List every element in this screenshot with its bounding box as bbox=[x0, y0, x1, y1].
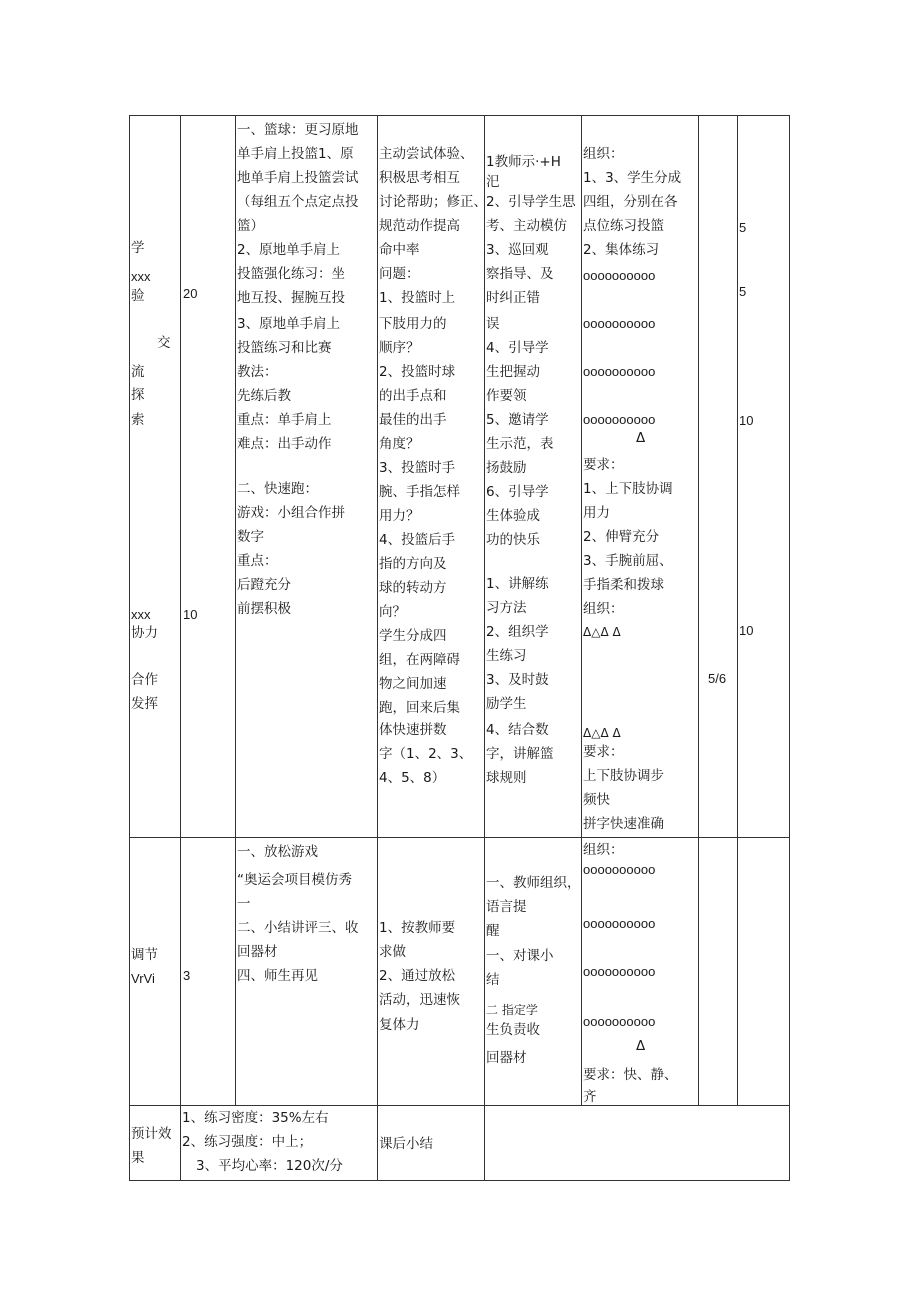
student-line: 2、投篮时球 bbox=[379, 364, 456, 380]
time-value: 3 bbox=[183, 968, 191, 983]
student-line: 最佳的出手 bbox=[379, 412, 447, 428]
student-line: 下肢用力的 bbox=[379, 316, 447, 332]
teacher-line: 二 指定学 bbox=[486, 1003, 538, 1017]
student-line: 角度？ bbox=[379, 436, 420, 452]
organize-line: 2、伸臂充分 bbox=[583, 529, 660, 545]
student-cell-cooldown-3 bbox=[379, 1013, 420, 1037]
organize-cell-cooldown bbox=[583, 840, 655, 880]
teacher-cell-cooldown bbox=[486, 871, 581, 943]
teacher-line: 扬鼓励 bbox=[486, 460, 527, 476]
student-line: 物之间加速 bbox=[379, 676, 447, 692]
content-line: 前摆积极 bbox=[237, 601, 291, 617]
row-divider-1 bbox=[129, 837, 790, 838]
teacher-line: 字，讲解篮 bbox=[486, 746, 554, 762]
formation-dots: oooooooooo bbox=[583, 268, 656, 283]
minutes-1 bbox=[739, 216, 746, 240]
col-line-4 bbox=[484, 115, 485, 1181]
effect-values bbox=[182, 1106, 343, 1178]
teacher-line: 生负责收 bbox=[486, 1022, 540, 1038]
organize-line: 3、手腕前屈、 bbox=[583, 553, 673, 569]
minutes-2 bbox=[739, 280, 746, 304]
organize-line: 手指柔和拨球 bbox=[583, 577, 664, 593]
teacher-line: 2、组织学 bbox=[486, 624, 549, 640]
organize-line: 齐 bbox=[583, 1089, 597, 1105]
student-line: 讨论帮助；修正、 bbox=[379, 194, 487, 210]
teacher-line: 1教师示·+H bbox=[486, 154, 561, 170]
content-cell-run bbox=[237, 477, 345, 621]
student-line: 指的方向及 bbox=[379, 556, 447, 572]
organize-line: 四组，分别在各 bbox=[583, 194, 678, 210]
teacher-cell-cooldown-4 bbox=[486, 1046, 527, 1070]
organize-line: 用力 bbox=[583, 505, 610, 521]
student-line: 2、通过放松 bbox=[379, 968, 456, 984]
organize-line: 频快 bbox=[583, 792, 610, 808]
stage-cell-basic-2 bbox=[131, 284, 145, 308]
col-line-8 bbox=[789, 115, 790, 1181]
minutes-value: 5 bbox=[739, 220, 747, 235]
formation-row bbox=[583, 312, 655, 336]
stage-cell-cooldown bbox=[131, 943, 158, 967]
col-line-7 bbox=[737, 115, 738, 1106]
formation-triangles: Δ△Δ Δ bbox=[583, 625, 621, 639]
formation-row bbox=[583, 912, 655, 936]
formation-row bbox=[583, 360, 655, 384]
formation-dots: oooooooooo bbox=[583, 364, 656, 379]
content-line: 后蹬充分 bbox=[237, 577, 291, 593]
organize-line: 组织： bbox=[583, 842, 624, 858]
student-line: 命中率 bbox=[379, 242, 420, 258]
student-line: 组，在两障碍 bbox=[379, 652, 460, 668]
student-line: 问题： bbox=[379, 266, 420, 282]
content-line: 二、小结讲评三、收 bbox=[237, 920, 359, 936]
organize-cell-cooldown-req bbox=[583, 1064, 678, 1108]
student-line: 跑，回来后集 bbox=[379, 700, 460, 716]
stage-cell-cooldown-2 bbox=[131, 967, 155, 991]
organize-line: 组织： bbox=[583, 146, 624, 162]
teacher-line: 4、引导学 bbox=[486, 340, 549, 356]
time-value: 10 bbox=[183, 607, 198, 622]
student-cell-cooldown-2 bbox=[379, 964, 460, 1012]
stage-cell-basic-5 bbox=[131, 383, 145, 407]
content-line: 一 bbox=[237, 896, 251, 912]
teacher-line: 生示范，表 bbox=[486, 436, 554, 452]
stage-text: 协力 bbox=[131, 625, 158, 641]
teacher-line: 一、教师组织， bbox=[486, 875, 581, 891]
content-line: 3、原地单手肩上 bbox=[237, 316, 341, 332]
col-line-0 bbox=[129, 115, 130, 1181]
organize-cell-requirements bbox=[583, 453, 673, 621]
formation-triangles: Δ△Δ Δ bbox=[583, 726, 621, 740]
summary-label bbox=[379, 1132, 433, 1156]
content-line: 难点：出手动作 bbox=[237, 436, 332, 452]
content-cell-strengthen bbox=[237, 262, 345, 310]
teacher-line: 汜 bbox=[486, 174, 500, 190]
stage-text: xxx bbox=[131, 607, 151, 622]
time-cell-basic bbox=[183, 282, 197, 306]
teacher-line: 醒 bbox=[486, 923, 500, 939]
content-cell-cooldown bbox=[237, 840, 318, 864]
stage-cell-run-2 bbox=[131, 668, 158, 692]
stage-text: VrVi bbox=[131, 971, 155, 986]
stage-text: 索 bbox=[131, 412, 145, 428]
minutes-3 bbox=[739, 409, 753, 433]
content-line: （每组五个点定点投 bbox=[237, 194, 359, 210]
run-formation-top bbox=[583, 620, 621, 644]
stage-text: 流 bbox=[131, 364, 145, 380]
student-line: 复体力 bbox=[379, 1017, 420, 1033]
minutes-value: 10 bbox=[739, 413, 754, 428]
student-cell-5 bbox=[379, 600, 460, 720]
content-line: 地互投、握腕互投 bbox=[237, 290, 345, 306]
teacher-cell-7 bbox=[486, 718, 554, 790]
teacher-line: 生练习 bbox=[486, 648, 527, 664]
stage-cell-basic-6 bbox=[131, 408, 145, 432]
formation-dots: oooooooooo bbox=[583, 1014, 656, 1029]
triangle-icon: Δ bbox=[636, 1038, 646, 1054]
content-line: 篮） bbox=[237, 218, 264, 234]
organize-line: 组织： bbox=[583, 601, 624, 617]
effect-line: 1、练习密度：35%左右 bbox=[182, 1110, 329, 1126]
stage-text: 探 bbox=[131, 387, 145, 403]
col-line-3 bbox=[377, 115, 378, 1181]
stage-text: xxx bbox=[131, 269, 151, 284]
col-line-1 bbox=[180, 115, 181, 1181]
stage-text: 合作 bbox=[131, 672, 158, 688]
content-line: 四、师生再见 bbox=[237, 968, 318, 984]
teacher-line: 6、引导学 bbox=[486, 484, 549, 500]
teacher-line: 1、讲解练 bbox=[486, 576, 549, 592]
content-line: 投篮练习和比赛 bbox=[237, 340, 332, 356]
effect-label-line: 果 bbox=[131, 1150, 145, 1166]
time-cell-cooldown bbox=[183, 964, 190, 988]
effect-line: 2、练习强度：中上； bbox=[182, 1134, 313, 1150]
student-line: 求做 bbox=[379, 944, 406, 960]
student-line: 学生分成四 bbox=[379, 628, 447, 644]
student-line: 规范动作提高 bbox=[379, 218, 460, 234]
teacher-line: 时纠正错 bbox=[486, 290, 540, 306]
content-cell-keypoints bbox=[237, 408, 332, 456]
minutes-4 bbox=[739, 619, 753, 643]
student-line: 1、按教师要 bbox=[379, 920, 456, 936]
student-cell-cooldown bbox=[379, 916, 455, 964]
student-line: 字（1、2、3、 bbox=[379, 746, 473, 762]
student-cell-6 bbox=[379, 718, 472, 790]
content-line: 回器材 bbox=[237, 944, 278, 960]
teacher-cell-1 bbox=[486, 152, 561, 192]
minutes-value: 5 bbox=[739, 284, 747, 299]
student-line: 球的转动方 bbox=[379, 580, 447, 596]
teacher-line: 误 bbox=[486, 316, 500, 332]
organize-line: 2、集体练习 bbox=[583, 242, 660, 258]
repeat-count bbox=[708, 667, 726, 691]
teacher-line: 5、邀请学 bbox=[486, 412, 549, 428]
effect-line: 3、平均心率：120次/分 bbox=[196, 1158, 343, 1174]
repeat-value: 5/6 bbox=[708, 671, 727, 686]
teacher-line: 功的快乐 bbox=[486, 532, 540, 548]
content-line: 二、快速跑： bbox=[237, 481, 318, 497]
content-line: 先练后教 bbox=[237, 388, 291, 404]
teacher-line: 3、巡回观 bbox=[486, 242, 549, 258]
formation-row bbox=[583, 1010, 655, 1034]
content-line: 地单手肩上投篮尝试 bbox=[237, 170, 359, 186]
teacher-line: 2、引导学生思 bbox=[486, 194, 576, 210]
teacher-line: 球规则 bbox=[486, 770, 527, 786]
student-line: 主动尝试体验、 bbox=[379, 146, 474, 162]
table-top-border bbox=[129, 115, 790, 116]
content-line: 单手肩上投篮1、原 bbox=[237, 146, 354, 162]
teacher-cell-6 bbox=[486, 572, 549, 716]
content-line: 数字 bbox=[237, 529, 264, 545]
student-cell-2 bbox=[379, 262, 455, 310]
teacher-line: 作要领 bbox=[486, 388, 527, 404]
teacher-line: 考、主动模仿 bbox=[486, 218, 567, 234]
organize-line: 1、上下肢协调 bbox=[583, 481, 673, 497]
stage-text: 交 bbox=[157, 335, 171, 351]
effect-label-line: 预计效 bbox=[131, 1126, 172, 1142]
teacher-line: 一、对课小 bbox=[486, 948, 554, 964]
teacher-line: 励学生 bbox=[486, 696, 527, 712]
content-line: 投篮强化练习：坐 bbox=[237, 266, 345, 282]
content-line: 重点： bbox=[237, 553, 278, 569]
student-line: 用力？ bbox=[379, 508, 420, 524]
stage-cell-basic-4 bbox=[131, 360, 145, 384]
teacher-position-marker bbox=[636, 1034, 645, 1058]
student-cell-3 bbox=[379, 312, 455, 408]
organize-cell-1 bbox=[583, 142, 681, 262]
formation-dots: oooooooooo bbox=[583, 916, 656, 931]
student-line: 腕、手指怎样 bbox=[379, 484, 460, 500]
content-line: 重点：单手肩上 bbox=[237, 412, 332, 428]
teacher-line: 回器材 bbox=[486, 1050, 527, 1066]
content-cell-match bbox=[237, 312, 340, 360]
stage-text: 发挥 bbox=[131, 696, 158, 712]
organize-line: 拼字快速准确 bbox=[583, 816, 664, 832]
organize-line: 上下肢协调步 bbox=[583, 768, 664, 784]
formation-dots: oooooooooo bbox=[583, 316, 656, 331]
content-cell-cooldown-3 bbox=[237, 916, 359, 988]
organize-cell-run-req bbox=[583, 740, 664, 836]
time-cell-run bbox=[183, 603, 197, 627]
formation-dots: oooooooooo bbox=[583, 964, 656, 979]
teacher-line: 生体验成 bbox=[486, 508, 540, 524]
organize-line: 要求：快、静、 bbox=[583, 1067, 678, 1083]
content-line: 游戏：小组合作拼 bbox=[237, 505, 345, 521]
content-cell-method bbox=[237, 360, 291, 408]
student-line: 4、投篮后手 bbox=[379, 532, 456, 548]
organize-line: 点位练习投篮 bbox=[583, 218, 664, 234]
time-value: 20 bbox=[183, 286, 198, 301]
student-line: 4、5、8） bbox=[379, 770, 446, 786]
formation-dots: oooooooooo bbox=[583, 862, 656, 877]
student-line: 向？ bbox=[379, 604, 406, 620]
col-line-6 bbox=[698, 115, 699, 1106]
stage-cell-basic bbox=[131, 236, 145, 260]
student-line: 1、投篮时上 bbox=[379, 290, 456, 306]
col-line-2 bbox=[235, 115, 236, 1106]
teacher-cell-5 bbox=[486, 408, 554, 552]
student-line: 的出手点和 bbox=[379, 388, 447, 404]
content-line: “奥运会项目模仿秀 bbox=[237, 872, 352, 888]
content-cell-cooldown-2 bbox=[237, 868, 352, 916]
teacher-position-marker bbox=[636, 426, 645, 450]
student-line: 顺序？ bbox=[379, 340, 420, 356]
student-cell-1 bbox=[379, 142, 487, 262]
student-line: 积极思考相互 bbox=[379, 170, 460, 186]
content-cell-main bbox=[237, 118, 359, 262]
student-line: 体快速拼数 bbox=[379, 722, 447, 738]
teacher-line: 结 bbox=[486, 972, 500, 988]
minutes-value: 10 bbox=[739, 623, 754, 638]
teacher-line: 3、及时鼓 bbox=[486, 672, 549, 688]
formation-row bbox=[583, 960, 655, 984]
student-line: 3、投篮时手 bbox=[379, 460, 456, 476]
formation-row bbox=[583, 264, 655, 288]
content-line: 教法： bbox=[237, 364, 278, 380]
teacher-cell-cooldown-2 bbox=[486, 944, 554, 992]
stage-cell-run-1 bbox=[131, 621, 158, 645]
organize-line: 1、3、学生分成 bbox=[583, 170, 682, 186]
organize-line: 要求： bbox=[583, 457, 624, 473]
teacher-line: 语言提 bbox=[486, 899, 527, 915]
col-line-5 bbox=[581, 115, 582, 1106]
teacher-line: 察指导、及 bbox=[486, 266, 554, 282]
formation-dots: oooooooooo bbox=[583, 412, 656, 427]
teacher-cell-2 bbox=[486, 190, 576, 262]
teacher-cell-4 bbox=[486, 312, 549, 408]
student-cell-4 bbox=[379, 408, 460, 600]
stage-cell-run-3 bbox=[131, 692, 158, 716]
content-line: 一、放松游戏 bbox=[237, 844, 318, 860]
content-line: 一、篮球：更习原地 bbox=[237, 122, 359, 138]
student-line: 活动，迅速恢 bbox=[379, 992, 460, 1008]
teacher-line: 4、结合数 bbox=[486, 722, 549, 738]
summary-label-text: 课后小结 bbox=[379, 1136, 433, 1152]
stage-text: 调节 bbox=[131, 947, 158, 963]
triangle-icon: Δ bbox=[636, 430, 646, 446]
content-line: 2、原地单手肩上 bbox=[237, 242, 341, 258]
organize-line: 要求： bbox=[583, 744, 624, 760]
teacher-cell-cooldown-3 bbox=[486, 1000, 540, 1040]
table-bottom-border bbox=[129, 1180, 790, 1181]
teacher-line: 生把握动 bbox=[486, 364, 540, 380]
stage-text: 验 bbox=[131, 288, 145, 304]
effect-label bbox=[131, 1122, 172, 1170]
teacher-line: 习方法 bbox=[486, 600, 527, 616]
teacher-cell-3 bbox=[486, 262, 554, 310]
stage-text: 学 bbox=[131, 240, 145, 256]
stage-cell-basic-3 bbox=[157, 331, 171, 355]
